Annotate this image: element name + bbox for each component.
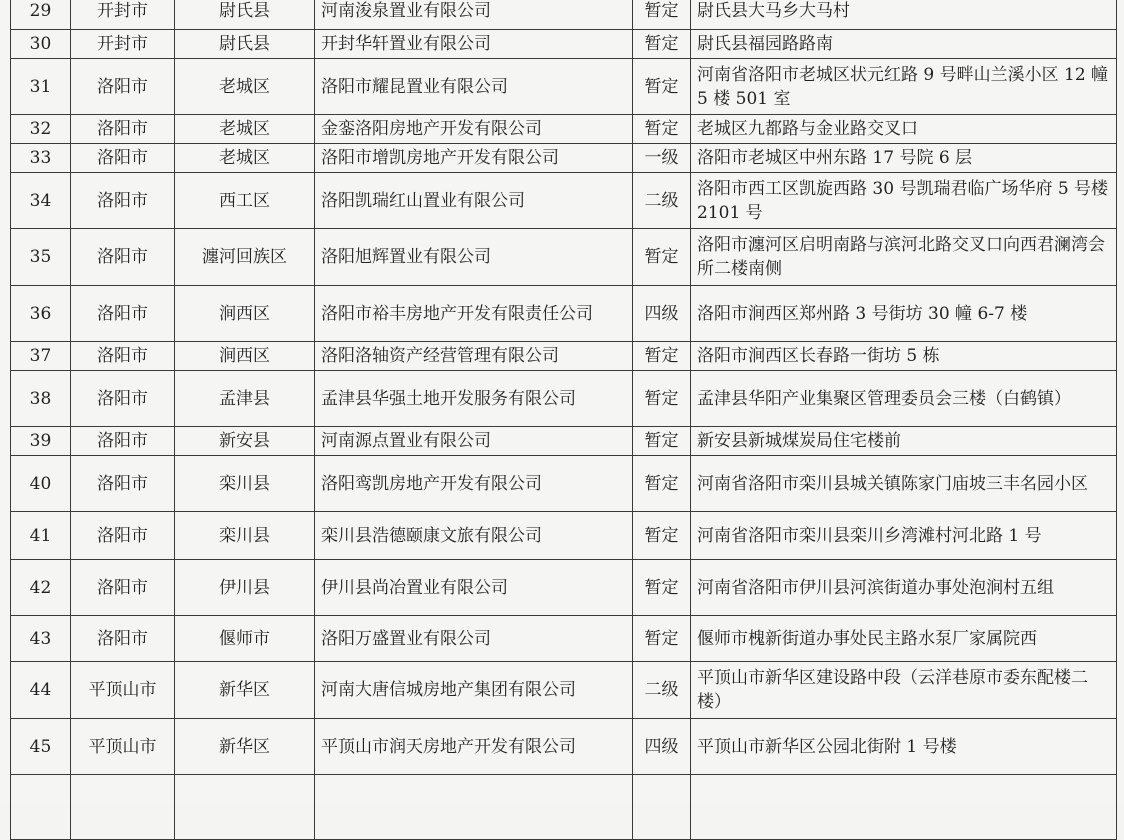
cell-city: 平顶山市 [71, 662, 175, 719]
cell-number: 38 [11, 371, 71, 427]
cell-address: 洛阳市西工区凯旋西路 30 号凯瑞君临广场华府 5 号楼 2101 号 [691, 173, 1117, 229]
cell-company: 洛阳市耀昆置业有限公司 [315, 59, 633, 115]
cell-address: 平顶山市新华区公园北街附 1 号楼 [691, 719, 1117, 775]
cell-grade: 四级 [633, 719, 691, 775]
cell-district: 偃师市 [175, 616, 315, 662]
cell-grade: 暂定 [633, 59, 691, 115]
cell-grade: 暂定 [633, 342, 691, 371]
cell-grade: 暂定 [633, 456, 691, 512]
cell-empty [633, 775, 691, 840]
cell-city: 洛阳市 [71, 173, 175, 229]
table-row [11, 144, 1117, 173]
table-row-empty [11, 775, 1117, 840]
cell-city: 洛阳市 [71, 456, 175, 512]
cell-grade: 暂定 [633, 30, 691, 59]
cell-number: 41 [11, 512, 71, 560]
cell-city: 洛阳市 [71, 286, 175, 342]
cell-district: 尉氏县 [175, 30, 315, 59]
table-row [11, 560, 1117, 616]
cell-address: 平顶山市新华区建设路中段（云洋巷原市委东配楼二楼） [691, 662, 1117, 719]
cell-grade: 暂定 [633, 115, 691, 144]
cell-grade: 暂定 [633, 0, 691, 30]
table-row [11, 456, 1117, 512]
table-row [11, 371, 1117, 427]
table-body [11, 0, 1117, 775]
cell-district: 瀍河回族区 [175, 229, 315, 286]
cell-district: 栾川县 [175, 512, 315, 560]
cell-district: 老城区 [175, 115, 315, 144]
cell-address: 洛阳市涧西区长春路一街坊 5 栋 [691, 342, 1117, 371]
cell-district: 伊川县 [175, 560, 315, 616]
cell-city: 洛阳市 [71, 427, 175, 456]
cell-company: 洛阳旭辉置业有限公司 [315, 229, 633, 286]
cell-grade: 一级 [633, 144, 691, 173]
cell-district: 老城区 [175, 59, 315, 115]
cell-number: 33 [11, 144, 71, 173]
cell-city: 洛阳市 [71, 115, 175, 144]
cell-district: 新华区 [175, 719, 315, 775]
cell-address: 河南省洛阳市栾川县栾川乡湾滩村河北路 1 号 [691, 512, 1117, 560]
cell-city: 开封市 [71, 0, 175, 30]
cell-empty [11, 775, 71, 840]
table-row [11, 616, 1117, 662]
cell-city: 平顶山市 [71, 719, 175, 775]
cell-grade: 二级 [633, 662, 691, 719]
cell-address: 洛阳市瀍河区启明南路与滨河北路交叉口向西君澜湾会所二楼南侧 [691, 229, 1117, 286]
cell-company: 河南源点置业有限公司 [315, 427, 633, 456]
cell-city: 洛阳市 [71, 229, 175, 286]
table-row [11, 115, 1117, 144]
cell-number: 42 [11, 560, 71, 616]
cell-city: 洛阳市 [71, 512, 175, 560]
cell-number: 44 [11, 662, 71, 719]
cell-company: 洛阳鸾凯房地产开发有限公司 [315, 456, 633, 512]
cell-number: 34 [11, 173, 71, 229]
cell-address: 河南省洛阳市伊川县河滨街道办事处泡涧村五组 [691, 560, 1117, 616]
cell-company: 洛阳万盛置业有限公司 [315, 616, 633, 662]
table-row [11, 286, 1117, 342]
cell-company: 河南浚泉置业有限公司 [315, 0, 633, 30]
table-row [11, 0, 1117, 30]
cell-city: 洛阳市 [71, 371, 175, 427]
cell-address: 偃师市槐新街道办事处民主路水泵厂家属院西 [691, 616, 1117, 662]
table-row [11, 30, 1117, 59]
cell-district: 涧西区 [175, 342, 315, 371]
cell-district: 老城区 [175, 144, 315, 173]
cell-address: 河南省洛阳市老城区状元红路 9 号畔山兰溪小区 12 幢 5 楼 501 室 [691, 59, 1117, 115]
cell-number: 45 [11, 719, 71, 775]
cell-district: 涧西区 [175, 286, 315, 342]
cell-grade: 四级 [633, 286, 691, 342]
cell-company: 金銮洛阳房地产开发有限公司 [315, 115, 633, 144]
table-row [11, 427, 1117, 456]
cell-district: 西工区 [175, 173, 315, 229]
cell-empty [691, 775, 1117, 840]
cell-city: 洛阳市 [71, 342, 175, 371]
cell-empty [315, 775, 633, 840]
cell-district: 栾川县 [175, 456, 315, 512]
cell-number: 36 [11, 286, 71, 342]
table-row [11, 342, 1117, 371]
cell-city: 洛阳市 [71, 560, 175, 616]
cell-grade: 暂定 [633, 427, 691, 456]
cell-address: 尉氏县大马乡大马村 [691, 0, 1117, 30]
cell-address: 新安县新城煤炭局住宅楼前 [691, 427, 1117, 456]
cell-address: 洛阳市老城区中州东路 17 号院 6 层 [691, 144, 1117, 173]
cell-address: 尉氏县福园路路南 [691, 30, 1117, 59]
cell-company: 开封华轩置业有限公司 [315, 30, 633, 59]
enterprise-table [10, 0, 1117, 840]
cell-number: 29 [11, 0, 71, 30]
cell-company: 洛阳凯瑞红山置业有限公司 [315, 173, 633, 229]
cell-company: 洛阳市裕丰房地产开发有限责任公司 [315, 286, 633, 342]
cell-grade: 暂定 [633, 616, 691, 662]
cell-city: 开封市 [71, 30, 175, 59]
cell-district: 孟津县 [175, 371, 315, 427]
cell-number: 39 [11, 427, 71, 456]
cell-number: 37 [11, 342, 71, 371]
cell-company: 河南大唐信城房地产集团有限公司 [315, 662, 633, 719]
table-row [11, 229, 1117, 286]
cell-company: 孟津县华强土地开发服务有限公司 [315, 371, 633, 427]
cell-company: 伊川县尚冶置业有限公司 [315, 560, 633, 616]
cell-grade: 暂定 [633, 229, 691, 286]
table-row [11, 662, 1117, 719]
cell-company: 洛阳洛轴资产经营管理有限公司 [315, 342, 633, 371]
cell-number: 31 [11, 59, 71, 115]
cell-address: 老城区九都路与金业路交叉口 [691, 115, 1117, 144]
cell-address: 洛阳市涧西区郑州路 3 号街坊 30 幢 6-7 楼 [691, 286, 1117, 342]
table-row [11, 719, 1117, 775]
table-row [11, 59, 1117, 115]
cell-address: 河南省洛阳市栾川县城关镇陈家门庙坡三丰名园小区 [691, 456, 1117, 512]
cell-company: 平顶山市润天房地产开发有限公司 [315, 719, 633, 775]
cell-empty [71, 775, 175, 840]
cell-number: 35 [11, 229, 71, 286]
cell-district: 尉氏县 [175, 0, 315, 30]
cell-number: 43 [11, 616, 71, 662]
cell-district: 新华区 [175, 662, 315, 719]
cell-grade: 二级 [633, 173, 691, 229]
cell-district: 新安县 [175, 427, 315, 456]
table-row [11, 173, 1117, 229]
cell-company: 洛阳市增凯房地产开发有限公司 [315, 144, 633, 173]
cell-grade: 暂定 [633, 560, 691, 616]
cell-grade: 暂定 [633, 512, 691, 560]
cell-city: 洛阳市 [71, 59, 175, 115]
cell-grade: 暂定 [633, 371, 691, 427]
cell-empty [175, 775, 315, 840]
cell-number: 32 [11, 115, 71, 144]
cell-number: 30 [11, 30, 71, 59]
cell-company: 栾川县浩德颐康文旅有限公司 [315, 512, 633, 560]
cell-city: 洛阳市 [71, 144, 175, 173]
cell-city: 洛阳市 [71, 616, 175, 662]
cell-address: 孟津县华阳产业集聚区管理委员会三楼（白鹤镇） [691, 371, 1117, 427]
cell-number: 40 [11, 456, 71, 512]
table-row [11, 512, 1117, 560]
